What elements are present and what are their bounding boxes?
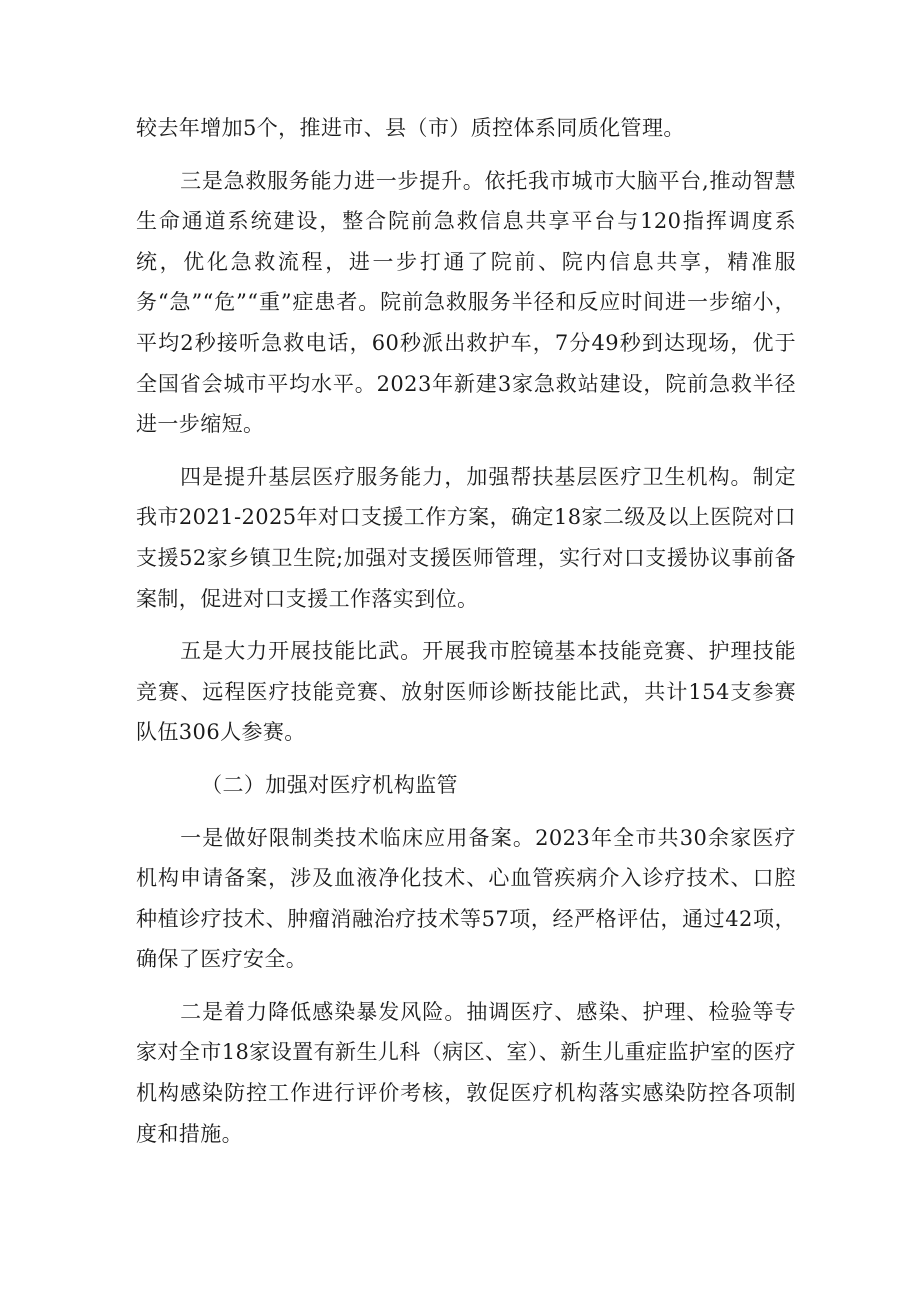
- paragraph-continuation: 较去年增加5个，推进市、县（市）质控体系同质化管理。: [136, 116, 685, 140]
- document-body: [136, 108, 796, 1166]
- paragraph-emergency-services: 三是急救服务能力进一步提升。依托我市城市大脑平台,推动智慧生命通道系统建设，整合院前急救信息共享平台与120指挥调度系统，优化急救流程，进一步打通了院前、院内信息共享，精准服务“急”“危”“重”症患者。院前急救服务半径和反应时间进一步缩小，平均2秒接听急救电话，60秒派出救护车，7分49秒到达现场，优于全国省会城市平均水平。2023年新建3家急救站建设，院前急救半径进一步缩短。: [136, 168, 796, 437]
- section-heading: （二）加强对医疗机构监管: [201, 772, 458, 797]
- paragraph-infection-control: 二是着力降低感染暴发风险。抽调医疗、感染、护理、检验等专家对全市18家设置有新生儿科（病区、室）、新生儿重症监护室的医疗机构感染防控工作进行评价考核，敦促医疗机构落实感染防控各项制度和措施。: [136, 999, 796, 1146]
- paragraph-restricted-tech: 一是做好限制类技术临床应用备案。2023年全市共30余家医疗机构申请备案，涉及血液净化技术、心血管疾病介入诊疗技术、口腔种植诊疗技术、肿瘤消融治疗技术等57项，经严格评估，通过42项，确保了医疗安全。: [136, 825, 796, 972]
- paragraph-skills-competition: 五是大力开展技能比武。开展我市腔镜基本技能竞赛、护理技能竞赛、远程医疗技能竞赛、放射医师诊断技能比武，共计154支参赛队伍306人参赛。: [136, 639, 796, 745]
- paragraph-grassroots-support: 四是提升基层医疗服务能力，加强帮扶基层医疗卫生机构。制定我市2021-2025年对口支援工作方案，确定18家二级及以上医院对口支援52家乡镇卫生院;加强对支援医师管理，实行对口支援协议事前备案制，促进对口支援工作落实到位。: [136, 464, 796, 611]
